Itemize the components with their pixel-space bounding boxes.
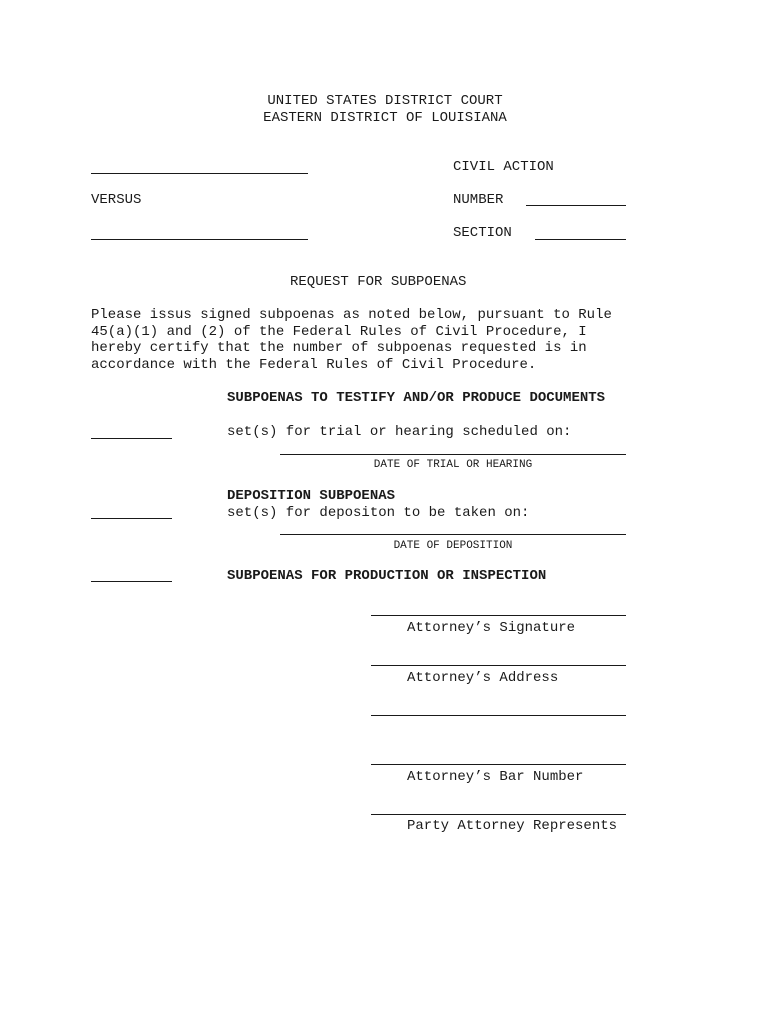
signature-line[interactable] bbox=[371, 615, 626, 616]
versus-label: VERSUS bbox=[91, 192, 142, 208]
civil-action-label: CIVIL ACTION bbox=[453, 159, 554, 175]
deposition-heading: DEPOSITION SUBPOENAS bbox=[227, 488, 396, 504]
trial-date-caption: DATE OF TRIAL OR HEARING bbox=[373, 459, 533, 471]
intro-line: accordance with the Federal Rules of Civil Procedure. bbox=[91, 357, 537, 373]
trial-date-line[interactable] bbox=[280, 454, 626, 455]
deposition-date-caption: DATE OF DEPOSITION bbox=[393, 540, 513, 552]
testify-heading: SUBPOENAS TO TESTIFY AND/OR PRODUCE DOCUMENTS bbox=[227, 390, 606, 406]
section-label: SECTION bbox=[453, 225, 512, 241]
address-line[interactable] bbox=[371, 665, 626, 666]
plaintiff-line[interactable] bbox=[91, 173, 308, 174]
bar-number-label: Attorney’s Bar Number bbox=[407, 769, 584, 785]
address-label: Attorney’s Address bbox=[407, 670, 559, 686]
bar-number-line[interactable] bbox=[371, 764, 626, 765]
defendant-line[interactable] bbox=[91, 239, 308, 240]
party-label: Party Attorney Represents bbox=[407, 818, 618, 834]
party-line[interactable] bbox=[371, 814, 626, 815]
production-count-line[interactable] bbox=[91, 581, 172, 582]
district-name: EASTERN DISTRICT OF LOUISIANA bbox=[263, 110, 507, 126]
intro-line: 45(a)(1) and (2) of the Federal Rules of Civil Procedure, I bbox=[91, 324, 587, 340]
testify-text: set(s) for trial or hearing scheduled on: bbox=[227, 424, 572, 440]
production-heading: SUBPOENAS FOR PRODUCTION OR INSPECTION bbox=[227, 568, 547, 584]
court-name: UNITED STATES DISTRICT COURT bbox=[267, 93, 503, 109]
signature-label: Attorney’s Signature bbox=[407, 620, 576, 636]
intro-line: hereby certify that the number of subpoenas requested is in bbox=[91, 340, 587, 356]
intro-line: Please issus signed subpoenas as noted below, pursuant to Rule bbox=[91, 307, 612, 323]
testify-count-line[interactable] bbox=[91, 438, 172, 439]
document-title: REQUEST FOR SUBPOENAS bbox=[290, 274, 467, 290]
address-line-2[interactable] bbox=[371, 715, 626, 716]
deposition-text: set(s) for depositon to be taken on: bbox=[227, 505, 530, 521]
number-line[interactable] bbox=[526, 205, 626, 206]
deposition-date-line[interactable] bbox=[280, 534, 626, 535]
deposition-count-line[interactable] bbox=[91, 518, 172, 519]
number-label: NUMBER bbox=[453, 192, 504, 208]
section-line[interactable] bbox=[535, 239, 626, 240]
